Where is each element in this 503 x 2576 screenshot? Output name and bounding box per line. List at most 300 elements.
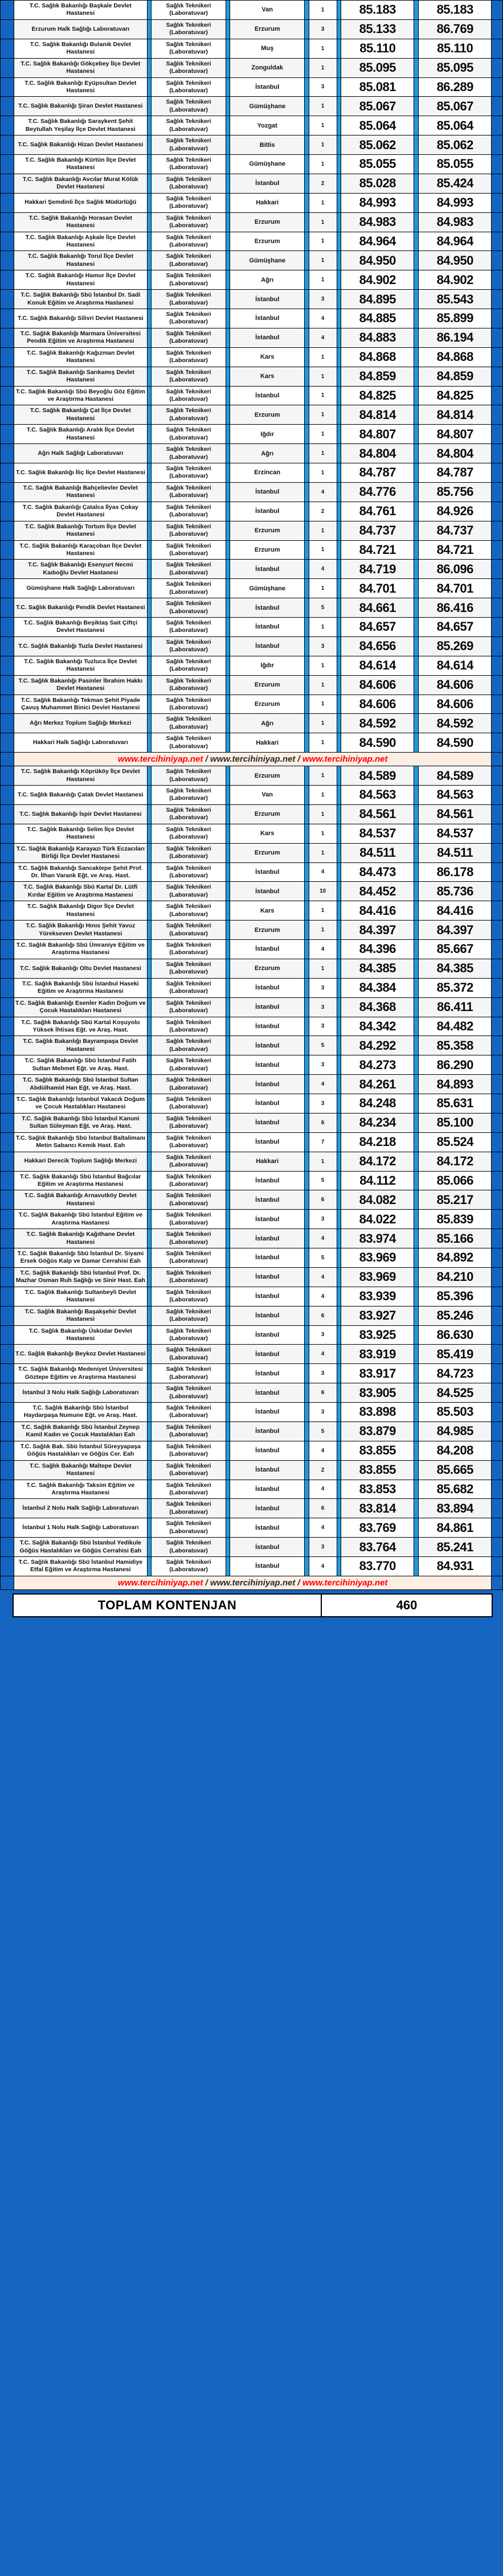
left-gutter xyxy=(1,97,14,116)
left-gutter xyxy=(1,1190,14,1210)
column-separator-2 xyxy=(226,444,230,463)
cell-min-score: 84.416 xyxy=(341,901,414,921)
column-separator-4 xyxy=(337,695,341,714)
table-row xyxy=(1,997,503,1017)
cell-quota: 1 xyxy=(309,540,337,560)
cell-institution: T.C. Sağlık Bakanlığı Sarıkamış Devlet Hastanesi xyxy=(14,367,147,386)
column-separator-5 xyxy=(414,1094,419,1114)
cell-province: İstanbul xyxy=(230,1403,305,1422)
column-separator-1 xyxy=(147,1538,152,1557)
cell-quota: 1 xyxy=(309,656,337,675)
cell-max-score: 86.178 xyxy=(419,862,492,882)
right-gutter xyxy=(492,1036,503,1055)
column-separator-2 xyxy=(226,1113,230,1132)
column-separator-4 xyxy=(337,1210,341,1229)
left-gutter xyxy=(1,155,14,174)
right-gutter xyxy=(492,1267,503,1287)
cell-min-score: 84.537 xyxy=(341,824,414,843)
table-row xyxy=(1,1480,503,1499)
column-separator-4 xyxy=(337,804,341,824)
column-separator-5 xyxy=(414,39,419,58)
column-separator-3 xyxy=(304,232,309,251)
cell-title: Sağlık Teknikeri (Laboratuvar) xyxy=(152,824,226,843)
column-separator-4 xyxy=(337,97,341,116)
right-gutter xyxy=(492,1113,503,1132)
cell-min-score: 84.590 xyxy=(341,733,414,753)
cell-max-score: 84.563 xyxy=(419,786,492,805)
cell-quota: 1 xyxy=(309,116,337,135)
right-gutter xyxy=(492,135,503,155)
column-separator-4 xyxy=(337,824,341,843)
column-separator-5 xyxy=(414,1152,419,1171)
column-separator-4 xyxy=(337,155,341,174)
right-gutter xyxy=(492,1557,503,1576)
table-row xyxy=(1,251,503,270)
column-separator-4 xyxy=(337,251,341,270)
cell-institution: T.C. Sağlık Bakanlığı Kürtün İlçe Devlet Hastanesi xyxy=(14,155,147,174)
cell-title: Sağlık Teknikeri (Laboratuvar) xyxy=(152,463,226,483)
right-gutter xyxy=(492,367,503,386)
column-separator-1 xyxy=(147,502,152,521)
cell-min-score: 84.511 xyxy=(341,843,414,862)
right-gutter xyxy=(492,1210,503,1229)
left-gutter xyxy=(1,1499,14,1518)
table-row xyxy=(1,824,503,843)
column-separator-1 xyxy=(147,843,152,862)
column-separator-5 xyxy=(414,1017,419,1036)
cell-quota: 3 xyxy=(309,1364,337,1383)
cell-quota: 5 xyxy=(309,1248,337,1268)
cell-title: Sağlık Teknikeri (Laboratuvar) xyxy=(152,212,226,232)
cell-title: Sağlık Teknikeri (Laboratuvar) xyxy=(152,405,226,425)
cell-max-score: 85.217 xyxy=(419,1190,492,1210)
right-gutter xyxy=(492,1017,503,1036)
column-separator-4 xyxy=(337,290,341,309)
cell-institution: T.C. Sağlık Bakanlığı Sbü İstanbul Haydarpaşa Numune Eğt. ve Araş. Hast. xyxy=(14,1403,147,1422)
right-gutter xyxy=(492,174,503,193)
cell-quota: 1 xyxy=(309,405,337,425)
cell-min-score: 83.879 xyxy=(341,1421,414,1441)
cell-province: Erzurum xyxy=(230,19,305,39)
column-separator-3 xyxy=(304,598,309,618)
cell-min-score: 84.964 xyxy=(341,232,414,251)
cell-min-score: 84.592 xyxy=(341,714,414,733)
cell-quota: 1 xyxy=(309,695,337,714)
left-gutter xyxy=(1,675,14,695)
column-separator-1 xyxy=(147,1171,152,1190)
cell-quota: 5 xyxy=(309,598,337,618)
cell-province: Yozgat xyxy=(230,116,305,135)
right-gutter xyxy=(492,733,503,753)
cell-quota: 5 xyxy=(309,1171,337,1190)
right-gutter xyxy=(492,997,503,1017)
left-gutter xyxy=(1,1248,14,1268)
right-gutter xyxy=(492,309,503,328)
left-gutter xyxy=(1,1403,14,1422)
cell-province: Kars xyxy=(230,347,305,367)
column-separator-4 xyxy=(337,367,341,386)
cell-quota: 4 xyxy=(309,1518,337,1538)
right-gutter xyxy=(492,1287,503,1306)
table-row xyxy=(1,1210,503,1229)
right-gutter xyxy=(492,901,503,921)
cell-title: Sağlık Teknikeri (Laboratuvar) xyxy=(152,367,226,386)
column-separator-4 xyxy=(337,482,341,502)
left-gutter xyxy=(1,1518,14,1538)
column-separator-4 xyxy=(337,1325,341,1345)
cell-quota: 4 xyxy=(309,862,337,882)
column-separator-1 xyxy=(147,1364,152,1383)
column-separator-4 xyxy=(337,1017,341,1036)
left-gutter xyxy=(1,618,14,637)
column-separator-4 xyxy=(337,39,341,58)
cell-institution: T.C. Sağlık Bakanlığı Sultanbeyli Devlet Hastanesi xyxy=(14,1287,147,1306)
cell-quota: 1 xyxy=(309,521,337,540)
column-separator-1 xyxy=(147,1267,152,1287)
cell-title: Sağlık Teknikeri (Laboratuvar) xyxy=(152,1383,226,1403)
right-gutter xyxy=(492,921,503,940)
cell-province: İstanbul xyxy=(230,1421,305,1441)
column-separator-4 xyxy=(337,1364,341,1383)
column-separator-2 xyxy=(226,1190,230,1210)
right-gutter xyxy=(492,695,503,714)
cell-title: Sağlık Teknikeri (Laboratuvar) xyxy=(152,1229,226,1248)
column-separator-2 xyxy=(226,367,230,386)
cell-province: Kars xyxy=(230,367,305,386)
cell-max-score: 86.630 xyxy=(419,1325,492,1345)
cell-institution: T.C. Sağlık Bakanlığı Kağıthane Devlet Hastanesi xyxy=(14,1229,147,1248)
cell-institution: T.C. Sağlık Bakanlığı Sbü Beyoğlu Göz Eğitim ve Araştırma Hastanesi xyxy=(14,386,147,405)
cell-min-score: 84.473 xyxy=(341,862,414,882)
column-separator-4 xyxy=(337,135,341,155)
column-separator-1 xyxy=(147,978,152,997)
cell-min-score: 84.614 xyxy=(341,656,414,675)
cell-max-score: 83.894 xyxy=(419,1499,492,1518)
column-separator-4 xyxy=(337,502,341,521)
cell-min-score: 85.095 xyxy=(341,58,414,77)
left-gutter xyxy=(1,1267,14,1287)
column-separator-2 xyxy=(226,116,230,135)
column-separator-3 xyxy=(304,714,309,733)
column-separator-4 xyxy=(337,1287,341,1306)
column-separator-2 xyxy=(226,193,230,212)
column-separator-3 xyxy=(304,675,309,695)
cell-title: Sağlık Teknikeri (Laboratuvar) xyxy=(152,425,226,444)
cell-min-score: 83.939 xyxy=(341,1287,414,1306)
left-gutter xyxy=(1,1576,14,1589)
cell-quota: 4 xyxy=(309,1345,337,1364)
column-separator-2 xyxy=(226,1036,230,1055)
cell-title: Sağlık Teknikeri (Laboratuvar) xyxy=(152,862,226,882)
column-separator-4 xyxy=(337,1499,341,1518)
column-separator-3 xyxy=(304,560,309,579)
table-row xyxy=(1,193,503,212)
column-separator-2 xyxy=(226,270,230,290)
cell-title: Sağlık Teknikeri (Laboratuvar) xyxy=(152,618,226,637)
cell-province: İstanbul xyxy=(230,1229,305,1248)
cell-min-score: 83.814 xyxy=(341,1499,414,1518)
cell-max-score: 85.372 xyxy=(419,978,492,997)
cell-min-score: 84.895 xyxy=(341,290,414,309)
cell-quota: 1 xyxy=(309,1,337,20)
column-separator-1 xyxy=(147,386,152,405)
table-row xyxy=(1,618,503,637)
right-gutter xyxy=(492,1248,503,1268)
watermark-separator-1: / xyxy=(203,754,210,765)
watermark-link-3: www.tercihiniyap.net xyxy=(302,1577,388,1588)
cell-min-score: 84.397 xyxy=(341,921,414,940)
column-separator-4 xyxy=(337,309,341,328)
column-separator-3 xyxy=(304,978,309,997)
cell-min-score: 84.721 xyxy=(341,540,414,560)
cell-max-score: 84.614 xyxy=(419,656,492,675)
left-gutter xyxy=(1,347,14,367)
column-separator-2 xyxy=(226,1306,230,1325)
column-separator-2 xyxy=(226,1055,230,1075)
cell-title: Sağlık Teknikeri (Laboratuvar) xyxy=(152,733,226,753)
cell-quota: 3 xyxy=(309,1538,337,1557)
cell-min-score: 84.112 xyxy=(341,1171,414,1190)
left-gutter xyxy=(1,502,14,521)
right-gutter xyxy=(492,1403,503,1422)
column-separator-1 xyxy=(147,618,152,637)
column-separator-1 xyxy=(147,1075,152,1094)
column-separator-1 xyxy=(147,766,152,786)
column-separator-1 xyxy=(147,959,152,978)
column-separator-2 xyxy=(226,232,230,251)
cell-province: Zonguldak xyxy=(230,58,305,77)
column-separator-1 xyxy=(147,174,152,193)
left-gutter xyxy=(1,1132,14,1152)
column-separator-4 xyxy=(337,1518,341,1538)
column-separator-5 xyxy=(414,714,419,733)
column-separator-4 xyxy=(337,1441,341,1460)
column-separator-4 xyxy=(337,1557,341,1576)
table-row xyxy=(1,1306,503,1325)
right-gutter xyxy=(492,1075,503,1094)
cell-min-score: 85.183 xyxy=(341,1,414,20)
column-separator-5 xyxy=(414,1499,419,1518)
table-row xyxy=(1,1036,503,1055)
column-separator-4 xyxy=(337,58,341,77)
cell-max-score: 86.411 xyxy=(419,997,492,1017)
cell-institution: T.C. Sağlık Bakanlığı Şiran Devlet Hastanesi xyxy=(14,97,147,116)
cell-province: İstanbul xyxy=(230,482,305,502)
column-separator-3 xyxy=(304,824,309,843)
total-quota-label: TOPLAM KONTENJAN xyxy=(13,1594,321,1617)
cell-province: İstanbul xyxy=(230,309,305,328)
cell-quota: 3 xyxy=(309,997,337,1017)
column-separator-5 xyxy=(414,636,419,656)
cell-quota: 2 xyxy=(309,174,337,193)
cell-title: Sağlık Teknikeri (Laboratuvar) xyxy=(152,598,226,618)
cell-quota: 6 xyxy=(309,1383,337,1403)
cell-title: Sağlık Teknikeri (Laboratuvar) xyxy=(152,521,226,540)
cell-quota: 3 xyxy=(309,1210,337,1229)
column-separator-5 xyxy=(414,540,419,560)
cell-max-score: 84.537 xyxy=(419,824,492,843)
column-separator-4 xyxy=(337,882,341,901)
cell-min-score: 84.452 xyxy=(341,882,414,901)
left-gutter xyxy=(1,290,14,309)
cell-title: Sağlık Teknikeri (Laboratuvar) xyxy=(152,882,226,901)
cell-institution: T.C. Sağlık Bakanlığı İstanbul Yakacık Doğum ve Çocuk Hastalıkları Hastanesi xyxy=(14,1094,147,1114)
column-separator-2 xyxy=(226,1460,230,1480)
column-separator-1 xyxy=(147,135,152,155)
column-separator-3 xyxy=(304,1267,309,1287)
column-separator-2 xyxy=(226,1229,230,1248)
table-row xyxy=(1,1267,503,1287)
column-separator-2 xyxy=(226,714,230,733)
cell-max-score: 84.737 xyxy=(419,521,492,540)
cell-max-score: 86.289 xyxy=(419,77,492,97)
watermark-separator-2: / xyxy=(295,754,302,765)
column-separator-5 xyxy=(414,97,419,116)
cell-max-score: 84.985 xyxy=(419,1421,492,1441)
table-row xyxy=(1,695,503,714)
column-separator-5 xyxy=(414,1171,419,1190)
cell-quota: 3 xyxy=(309,978,337,997)
right-gutter xyxy=(492,804,503,824)
column-separator-4 xyxy=(337,978,341,997)
cell-institution: T.C. Sağlık Bakanlığı Digor İlçe Devlet Hastanesi xyxy=(14,901,147,921)
cell-province: Erzurum xyxy=(230,804,305,824)
column-separator-1 xyxy=(147,921,152,940)
right-gutter xyxy=(492,1229,503,1248)
column-separator-4 xyxy=(337,959,341,978)
right-gutter xyxy=(492,1,503,20)
cell-min-score: 84.776 xyxy=(341,482,414,502)
column-separator-5 xyxy=(414,862,419,882)
cell-province: Gümüşhane xyxy=(230,579,305,598)
cell-title: Sağlık Teknikeri (Laboratuvar) xyxy=(152,270,226,290)
cell-province: Erzurum xyxy=(230,521,305,540)
right-gutter xyxy=(492,39,503,58)
cell-institution: T.C. Sağlık Bakanlığı Hınıs Şehit Yavuz Yürekseven Devlet Hastanesi xyxy=(14,921,147,940)
cell-max-score: 85.241 xyxy=(419,1538,492,1557)
cell-max-score: 84.511 xyxy=(419,843,492,862)
column-separator-4 xyxy=(337,901,341,921)
left-gutter xyxy=(1,116,14,135)
column-separator-4 xyxy=(337,328,341,347)
column-separator-2 xyxy=(226,1287,230,1306)
cell-min-score: 84.885 xyxy=(341,309,414,328)
cell-max-score: 85.667 xyxy=(419,940,492,959)
cell-quota: 1 xyxy=(309,733,337,753)
column-separator-4 xyxy=(337,212,341,232)
cell-min-score: 84.561 xyxy=(341,804,414,824)
cell-quota: 3 xyxy=(309,1325,337,1345)
column-separator-2 xyxy=(226,675,230,695)
table-row xyxy=(1,921,503,940)
left-gutter xyxy=(1,882,14,901)
cell-max-score: 85.064 xyxy=(419,116,492,135)
column-separator-2 xyxy=(226,540,230,560)
column-separator-3 xyxy=(304,1403,309,1422)
column-separator-5 xyxy=(414,901,419,921)
cell-title: Sağlık Teknikeri (Laboratuvar) xyxy=(152,636,226,656)
left-gutter xyxy=(1,843,14,862)
cell-quota: 1 xyxy=(309,579,337,598)
left-gutter xyxy=(1,1325,14,1345)
column-separator-2 xyxy=(226,940,230,959)
column-separator-2 xyxy=(226,463,230,483)
watermark-row xyxy=(1,753,503,766)
right-gutter xyxy=(492,1518,503,1538)
cell-min-score: 83.925 xyxy=(341,1325,414,1345)
left-gutter xyxy=(1,598,14,618)
cell-institution: T.C. Sağlık Bakanlığı Avcılar Murat Kölük Devlet Hastanesi xyxy=(14,174,147,193)
cell-min-score: 84.396 xyxy=(341,940,414,959)
right-gutter xyxy=(492,598,503,618)
column-separator-4 xyxy=(337,940,341,959)
cell-min-score: 84.993 xyxy=(341,193,414,212)
table-row xyxy=(1,116,503,135)
total-quota-value: 460 xyxy=(321,1594,492,1617)
column-separator-2 xyxy=(226,1075,230,1094)
cell-min-score: 83.917 xyxy=(341,1364,414,1383)
column-separator-5 xyxy=(414,1441,419,1460)
cell-min-score: 83.855 xyxy=(341,1460,414,1480)
cell-max-score: 84.804 xyxy=(419,444,492,463)
right-gutter xyxy=(492,19,503,39)
column-separator-1 xyxy=(147,1557,152,1576)
cell-title: Sağlık Teknikeri (Laboratuvar) xyxy=(152,695,226,714)
table-row xyxy=(1,1075,503,1094)
cell-min-score: 84.234 xyxy=(341,1113,414,1132)
column-separator-4 xyxy=(337,598,341,618)
cell-province: Gümüşhane xyxy=(230,155,305,174)
cell-max-score: 84.416 xyxy=(419,901,492,921)
column-separator-5 xyxy=(414,1132,419,1152)
left-gutter xyxy=(1,959,14,978)
cell-province: Erzurum xyxy=(230,405,305,425)
column-separator-3 xyxy=(304,212,309,232)
cell-quota: 5 xyxy=(309,1036,337,1055)
column-separator-1 xyxy=(147,882,152,901)
table-row xyxy=(1,347,503,367)
cell-quota: 4 xyxy=(309,309,337,328)
cell-max-score: 85.358 xyxy=(419,1036,492,1055)
column-separator-1 xyxy=(147,1210,152,1229)
cell-max-score: 84.385 xyxy=(419,959,492,978)
left-gutter xyxy=(1,824,14,843)
cell-quota: 3 xyxy=(309,1094,337,1114)
cell-title: Sağlık Teknikeri (Laboratuvar) xyxy=(152,1075,226,1094)
cell-institution: T.C. Sağlık Bakanlığı Sbü İstanbul Dr. Siyami Ersek Göğüs Kalp ve Damar Cerrahisi Eah xyxy=(14,1248,147,1268)
cell-min-score: 84.859 xyxy=(341,367,414,386)
table-row xyxy=(1,1094,503,1114)
cell-province: İstanbul xyxy=(230,1248,305,1268)
cell-province: İstanbul xyxy=(230,1210,305,1229)
cell-title: Sağlık Teknikeri (Laboratuvar) xyxy=(152,39,226,58)
right-gutter xyxy=(492,1152,503,1171)
column-separator-4 xyxy=(337,193,341,212)
table-row xyxy=(1,1460,503,1480)
total-row xyxy=(13,1594,492,1617)
cell-max-score: 84.926 xyxy=(419,502,492,521)
column-separator-5 xyxy=(414,1403,419,1422)
column-separator-2 xyxy=(226,155,230,174)
right-gutter xyxy=(492,843,503,862)
left-gutter xyxy=(1,1171,14,1190)
cell-min-score: 84.761 xyxy=(341,502,414,521)
cell-min-score: 83.770 xyxy=(341,1557,414,1576)
watermark-link-3: www.tercihiniyap.net xyxy=(302,754,388,765)
column-separator-1 xyxy=(147,1287,152,1306)
cell-title: Sağlık Teknikeri (Laboratuvar) xyxy=(152,1113,226,1132)
left-gutter xyxy=(1,232,14,251)
